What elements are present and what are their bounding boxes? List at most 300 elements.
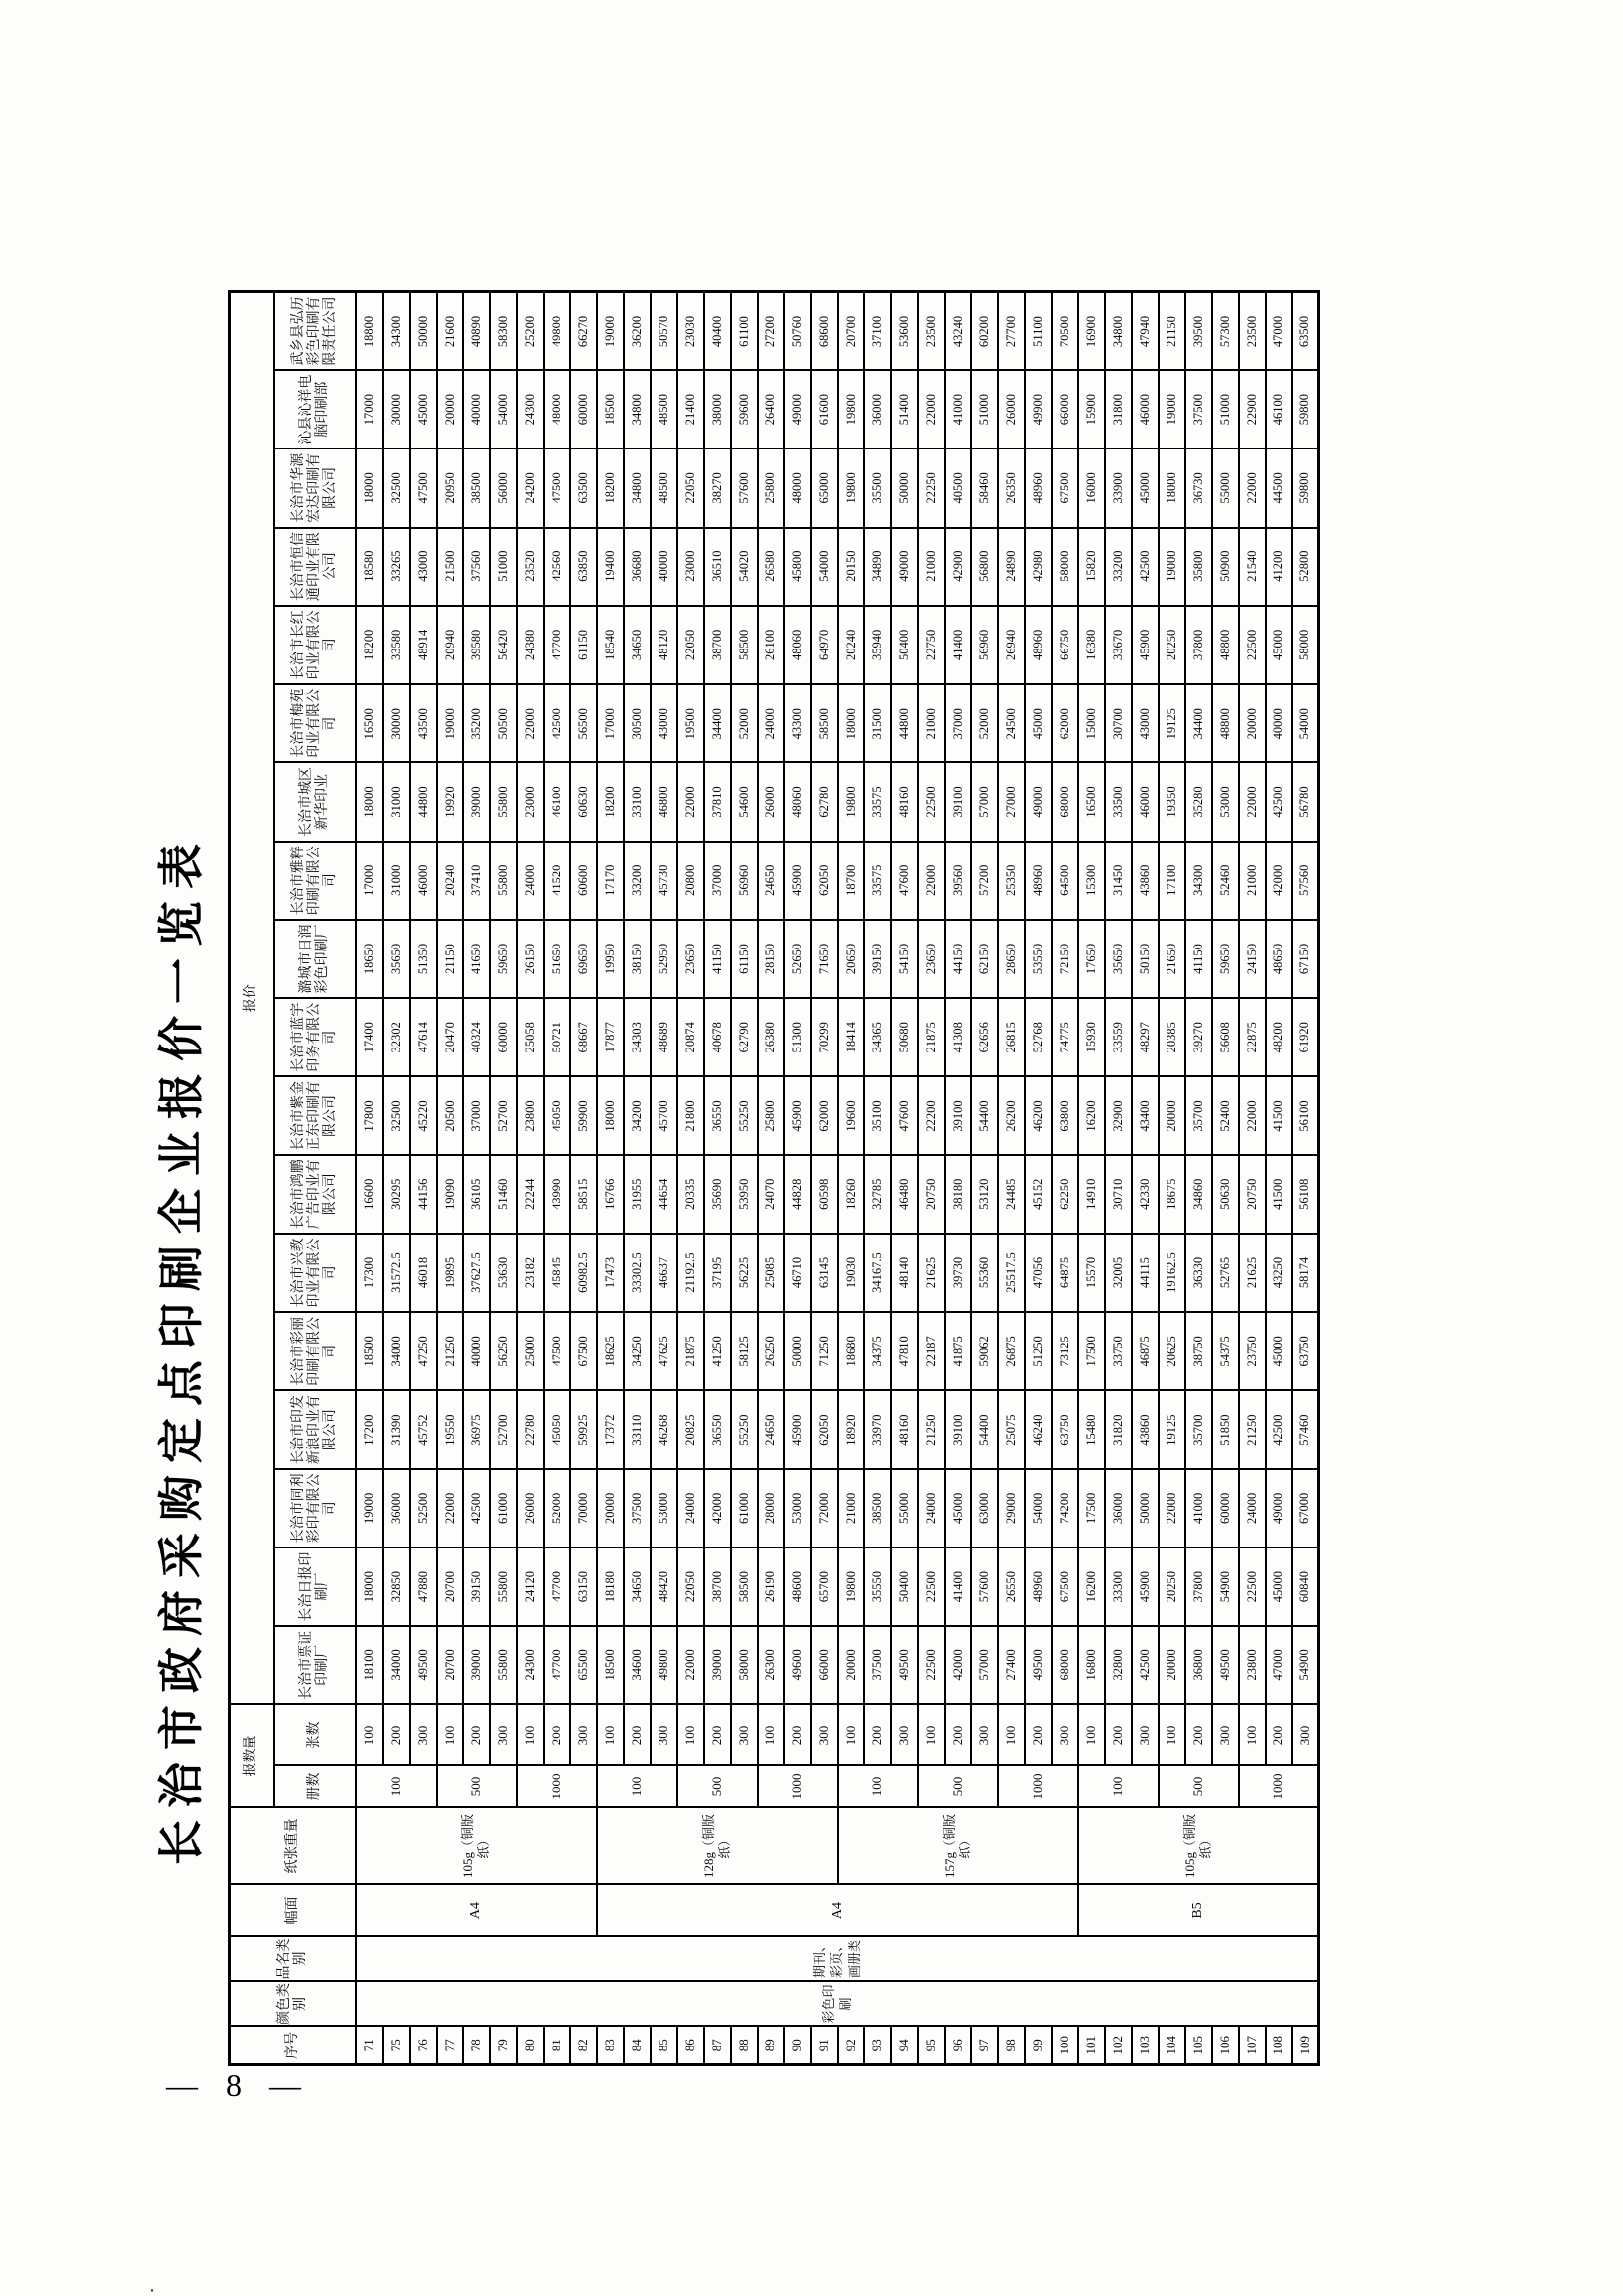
table-row [1239, 292, 1266, 2065]
price-cell: 43000 [1132, 684, 1159, 762]
price-cell: 52700 [490, 1076, 517, 1154]
price-cell: 35280 [1185, 762, 1212, 841]
price-cell: 41520 [544, 842, 570, 920]
price-cell: 39580 [463, 606, 490, 684]
price-cell: 33500 [1105, 762, 1132, 841]
price-cell: 20150 [838, 528, 864, 606]
price-cell: 20470 [437, 998, 463, 1076]
sheets-cell: 300 [971, 1705, 998, 1766]
price-cell: 19500 [677, 684, 704, 762]
price-cell: 34167.5 [864, 1234, 891, 1312]
serial-cell: 94 [891, 2027, 918, 2065]
price-cell: 18000 [1159, 449, 1185, 527]
price-cell: 52000 [544, 1469, 570, 1547]
company-name-cell: 长治市彩丽印刷有限公司 [274, 1312, 356, 1390]
price-cell: 57200 [971, 842, 998, 920]
price-cell: 19800 [838, 449, 864, 527]
price-cell: 74200 [1052, 1469, 1078, 1547]
price-cell: 18000 [356, 762, 383, 841]
price-cell: 52950 [651, 920, 677, 998]
price-cell: 18000 [356, 449, 383, 527]
price-cell: 26150 [517, 920, 544, 998]
price-cell: 54900 [1292, 1626, 1319, 1704]
price-cell: 21650 [1159, 920, 1185, 998]
sheets-cell: 300 [570, 1705, 597, 1766]
price-cell: 25517.5 [998, 1234, 1025, 1312]
price-cell: 47600 [891, 842, 918, 920]
price-cell: 56960 [971, 606, 998, 684]
company-name-cell: 长治市紫金正东印刷有限公司 [274, 1076, 356, 1154]
price-cell: 17000 [356, 842, 383, 920]
price-cell: 74775 [1052, 998, 1078, 1076]
price-cell: 18000 [838, 684, 864, 762]
price-cell: 39730 [945, 1234, 971, 1312]
price-cell: 27200 [758, 292, 784, 370]
price-cell: 67150 [1292, 920, 1319, 998]
sheets-cell: 200 [945, 1705, 971, 1766]
price-cell: 30710 [1105, 1155, 1132, 1234]
price-cell: 17473 [597, 1234, 624, 1312]
serial-cell: 88 [731, 2027, 758, 2065]
serial-cell: 87 [704, 2027, 731, 2065]
sheets-cell: 300 [1052, 1705, 1078, 1766]
serial-cell: 75 [383, 2027, 410, 2065]
price-cell: 34365 [864, 998, 891, 1076]
price-cell: 23520 [517, 528, 544, 606]
price-cell: 23800 [517, 1076, 544, 1154]
price-cell: 37410 [463, 842, 490, 920]
price-cell: 50000 [891, 449, 918, 527]
price-cell: 55800 [490, 1547, 517, 1626]
price-cell: 26250 [758, 1312, 784, 1390]
price-cell: 20000 [597, 1469, 624, 1547]
price-cell: 66270 [570, 292, 597, 370]
price-cell: 42500 [463, 1469, 490, 1547]
price-cell: 45000 [1266, 1547, 1292, 1626]
price-cell: 41250 [704, 1312, 731, 1390]
price-cell: 18920 [838, 1390, 864, 1468]
price-cell: 59650 [1212, 920, 1239, 998]
price-cell: 34600 [624, 1626, 651, 1704]
table-row [838, 292, 864, 2065]
price-cell: 46018 [410, 1234, 437, 1312]
price-cell: 35800 [1185, 528, 1212, 606]
volume-cell: 1000 [758, 1766, 838, 1808]
price-cell: 53000 [1212, 762, 1239, 841]
price-cell: 20950 [437, 449, 463, 527]
price-cell: 53950 [731, 1155, 758, 1234]
price-cell: 50000 [410, 292, 437, 370]
table-row [998, 292, 1025, 2065]
paper-weight-cell: 105g（铜版纸） [1078, 1808, 1319, 1885]
price-cell: 48000 [784, 449, 811, 527]
price-cell: 48960 [1025, 449, 1052, 527]
price-cell: 53120 [971, 1155, 998, 1234]
price-cell: 18500 [597, 370, 624, 449]
price-cell: 64875 [1052, 1234, 1078, 1312]
price-cell: 37500 [624, 1469, 651, 1547]
price-cell: 23500 [918, 292, 945, 370]
price-cell: 22500 [918, 1626, 945, 1704]
price-cell: 40890 [463, 292, 490, 370]
price-cell: 44800 [891, 684, 918, 762]
price-cell: 51250 [1025, 1312, 1052, 1390]
price-cell: 58000 [1052, 528, 1078, 606]
price-cell: 46240 [1025, 1390, 1052, 1468]
price-cell: 21000 [918, 528, 945, 606]
price-cell: 26000 [998, 370, 1025, 449]
price-cell: 35700 [1185, 1076, 1212, 1154]
price-cell: 42000 [945, 1626, 971, 1704]
price-cell: 42000 [704, 1469, 731, 1547]
sheets-cell: 300 [891, 1705, 918, 1766]
price-cell: 47500 [544, 449, 570, 527]
header-serial: 序号 [230, 2027, 356, 2065]
sheets-cell: 200 [383, 1705, 410, 1766]
price-cell: 35100 [864, 1076, 891, 1154]
price-cell: 36975 [463, 1390, 490, 1468]
serial-cell: 84 [624, 2027, 651, 2065]
header-row-2 [274, 292, 356, 2065]
price-cell: 47500 [544, 1312, 570, 1390]
price-cell: 72000 [811, 1469, 838, 1547]
price-cell: 30700 [1105, 684, 1132, 762]
price-cell: 50570 [651, 292, 677, 370]
price-cell: 56500 [570, 684, 597, 762]
price-cell: 20700 [838, 292, 864, 370]
price-cell: 65700 [811, 1547, 838, 1626]
price-cell: 21500 [437, 528, 463, 606]
price-cell: 21800 [677, 1076, 704, 1154]
price-cell: 17500 [1078, 1312, 1105, 1390]
serial-cell: 105 [1185, 2027, 1212, 2065]
price-cell: 34800 [624, 370, 651, 449]
serial-cell: 103 [1132, 2027, 1159, 2065]
price-cell: 31572.5 [383, 1234, 410, 1312]
price-cell: 40400 [704, 292, 731, 370]
price-cell: 20650 [838, 920, 864, 998]
price-cell: 56800 [971, 528, 998, 606]
price-cell: 25800 [758, 1076, 784, 1154]
price-cell: 45152 [1025, 1155, 1052, 1234]
price-cell: 17170 [597, 842, 624, 920]
price-cell: 61000 [731, 1469, 758, 1547]
price-cell: 34250 [624, 1312, 651, 1390]
price-cell: 40678 [704, 998, 731, 1076]
price-cell: 22200 [918, 1076, 945, 1154]
price-cell: 48120 [651, 606, 677, 684]
price-cell: 25058 [517, 998, 544, 1076]
price-cell: 22000 [677, 762, 704, 841]
price-cell: 59925 [570, 1390, 597, 1468]
price-cell: 61000 [490, 1469, 517, 1547]
table-row [677, 292, 704, 2065]
company-name-cell: 长治市梅苑印业有限公司 [274, 684, 356, 762]
price-cell: 49500 [1212, 1626, 1239, 1704]
price-cell: 17100 [1159, 842, 1185, 920]
price-cell: 60982.5 [570, 1234, 597, 1312]
price-cell: 43000 [651, 684, 677, 762]
price-cell: 22050 [677, 606, 704, 684]
price-cell: 46710 [784, 1234, 811, 1312]
price-cell: 22000 [517, 684, 544, 762]
price-cell: 22875 [1239, 998, 1266, 1076]
price-cell: 26940 [998, 606, 1025, 684]
price-cell: 44500 [1266, 449, 1292, 527]
price-cell: 56250 [490, 1312, 517, 1390]
price-cell: 52700 [490, 1390, 517, 1468]
price-cell: 37500 [864, 1626, 891, 1704]
volume-cell: 1000 [998, 1766, 1078, 1808]
price-cell: 58174 [1292, 1234, 1319, 1312]
price-cell: 20385 [1159, 998, 1185, 1076]
price-cell: 31450 [1105, 842, 1132, 920]
serial-cell: 98 [998, 2027, 1025, 2065]
price-cell: 26000 [517, 1469, 544, 1547]
price-cell: 35550 [864, 1547, 891, 1626]
price-cell: 23030 [677, 292, 704, 370]
price-cell: 45900 [784, 1076, 811, 1154]
price-cell: 20825 [677, 1390, 704, 1468]
price-cell: 19125 [1159, 684, 1185, 762]
price-cell: 48160 [891, 762, 918, 841]
sheets-cell: 300 [410, 1705, 437, 1766]
serial-cell: 82 [570, 2027, 597, 2065]
price-cell: 25075 [998, 1390, 1025, 1468]
price-cell: 39000 [463, 762, 490, 841]
price-cell: 16200 [1078, 1547, 1105, 1626]
price-cell: 18500 [597, 1626, 624, 1704]
price-cell: 39150 [463, 1547, 490, 1626]
price-cell: 38270 [704, 449, 731, 527]
price-cell: 37500 [1185, 370, 1212, 449]
price-cell: 59600 [731, 370, 758, 449]
price-cell: 41000 [945, 370, 971, 449]
header-price-group: 报价 [230, 292, 274, 1705]
price-cell: 62790 [731, 998, 758, 1076]
volume-cell: 500 [918, 1766, 998, 1808]
price-cell: 62000 [811, 1076, 838, 1154]
sheets-cell: 100 [758, 1705, 784, 1766]
price-cell: 61100 [731, 292, 758, 370]
price-cell: 71250 [811, 1312, 838, 1390]
price-cell: 49000 [784, 370, 811, 449]
price-cell: 50000 [1132, 1469, 1159, 1547]
price-cell: 48160 [891, 1390, 918, 1468]
price-cell: 21250 [437, 1312, 463, 1390]
price-cell: 49900 [1025, 370, 1052, 449]
price-cell: 57000 [971, 762, 998, 841]
price-cell: 32500 [383, 1076, 410, 1154]
price-cell: 36510 [704, 528, 731, 606]
volume-cell: 100 [597, 1766, 677, 1808]
company-name-cell: 长治市长红印业有限公司 [274, 606, 356, 684]
price-cell: 49800 [544, 292, 570, 370]
price-cell: 58500 [731, 606, 758, 684]
serial-cell: 85 [651, 2027, 677, 2065]
serial-cell: 99 [1025, 2027, 1052, 2065]
price-cell: 20750 [1239, 1155, 1266, 1234]
price-cell: 42900 [945, 528, 971, 606]
price-cell: 51850 [1212, 1390, 1239, 1468]
price-cell: 32302 [383, 998, 410, 1076]
price-cell: 39560 [945, 842, 971, 920]
price-cell: 24500 [998, 684, 1025, 762]
price-cell: 48200 [1266, 998, 1292, 1076]
price-cell: 19030 [838, 1234, 864, 1312]
price-cell: 61920 [1292, 998, 1319, 1076]
price-cell: 62050 [811, 1390, 838, 1468]
table-row [437, 292, 463, 2065]
price-cell: 40324 [463, 998, 490, 1076]
price-cell: 45000 [410, 370, 437, 449]
price-cell: 26200 [998, 1076, 1025, 1154]
price-cell: 45900 [1132, 606, 1159, 684]
price-cell: 57560 [1292, 842, 1319, 920]
price-cell: 20240 [838, 606, 864, 684]
price-cell: 21400 [677, 370, 704, 449]
price-cell: 33100 [624, 762, 651, 841]
price-cell: 20700 [437, 1547, 463, 1626]
company-name-cell: 长治市蓝宇印务有限公司 [274, 998, 356, 1076]
table-row [517, 292, 544, 2065]
price-cell: 48689 [651, 998, 677, 1076]
price-cell: 15930 [1078, 998, 1105, 1076]
company-name-cell: 长治市恒信通印业有限公司 [274, 528, 356, 606]
price-cell: 22000 [1239, 762, 1266, 841]
price-cell: 52800 [1292, 528, 1319, 606]
price-cell: 46200 [1025, 1076, 1052, 1154]
price-cell: 41200 [1266, 528, 1292, 606]
sheets-cell: 200 [1025, 1705, 1052, 1766]
price-cell: 43300 [784, 684, 811, 762]
price-cell: 73125 [1052, 1312, 1078, 1390]
price-cell: 48960 [1025, 606, 1052, 684]
price-cell: 51350 [410, 920, 437, 998]
serial-cell: 90 [784, 2027, 811, 2065]
price-cell: 43250 [1266, 1234, 1292, 1312]
price-cell: 45050 [544, 1390, 570, 1468]
price-cell: 17300 [356, 1234, 383, 1312]
price-cell: 24070 [758, 1155, 784, 1234]
volume-cell: 1000 [1239, 1766, 1319, 1808]
price-cell: 43000 [410, 528, 437, 606]
price-cell: 35200 [463, 684, 490, 762]
table-row [356, 292, 383, 2065]
price-cell: 40000 [463, 1312, 490, 1390]
price-cell: 36730 [1185, 449, 1212, 527]
price-cell: 21540 [1239, 528, 1266, 606]
price-cell: 20250 [1159, 1547, 1185, 1626]
price-cell: 54150 [891, 920, 918, 998]
price-cell: 22500 [918, 762, 945, 841]
price-cell: 45752 [410, 1390, 437, 1468]
price-cell: 24380 [517, 606, 544, 684]
price-cell: 19400 [597, 528, 624, 606]
price-cell: 47600 [891, 1076, 918, 1154]
price-cell: 47625 [651, 1312, 677, 1390]
price-cell: 39000 [463, 1626, 490, 1704]
price-cell: 21875 [918, 998, 945, 1076]
price-cell: 20240 [437, 842, 463, 920]
price-cell: 30000 [383, 684, 410, 762]
price-cell: 34300 [1185, 842, 1212, 920]
price-cell: 46100 [1266, 370, 1292, 449]
price-cell: 33265 [383, 528, 410, 606]
price-cell: 31390 [383, 1390, 410, 1468]
price-cell: 67000 [1292, 1469, 1319, 1547]
sheets-cell: 100 [437, 1705, 463, 1766]
price-cell: 20000 [838, 1626, 864, 1704]
header-volume: 册数 [274, 1766, 356, 1808]
price-cell: 51000 [490, 528, 517, 606]
company-name-cell: 长治市雅粹印刷有限公司 [274, 842, 356, 920]
price-cell: 34800 [624, 449, 651, 527]
price-cell: 46800 [651, 762, 677, 841]
price-cell: 38180 [945, 1155, 971, 1234]
price-cell: 21250 [1239, 1390, 1266, 1468]
price-cell: 14910 [1078, 1155, 1105, 1234]
price-cell: 53600 [891, 292, 918, 370]
price-cell: 33575 [864, 842, 891, 920]
price-cell: 31955 [624, 1155, 651, 1234]
price-cell: 49600 [784, 1626, 811, 1704]
price-cell: 19000 [597, 292, 624, 370]
price-cell: 57600 [971, 1547, 998, 1626]
price-cell: 48500 [651, 370, 677, 449]
price-cell: 17650 [1078, 920, 1105, 998]
price-cell: 32785 [864, 1155, 891, 1234]
price-cell: 52650 [784, 920, 811, 998]
table-row [1159, 292, 1185, 2065]
price-cell: 23182 [517, 1234, 544, 1312]
sheets-cell: 200 [544, 1705, 570, 1766]
company-name-cell: 长治市印发新浪印业有限公司 [274, 1390, 356, 1468]
price-cell: 22500 [918, 1547, 945, 1626]
price-cell: 33575 [864, 762, 891, 841]
scan-artifact-dot [151, 2289, 153, 2292]
price-cell: 16380 [1078, 606, 1105, 684]
price-cell: 29000 [998, 1469, 1025, 1547]
price-cell: 58500 [811, 684, 838, 762]
document-title: 长治市政府采购定点印刷企业报价一览表 [156, 832, 207, 1865]
price-cell: 48914 [410, 606, 437, 684]
price-cell: 19920 [437, 762, 463, 841]
price-cell: 36550 [704, 1390, 731, 1468]
serial-cell: 92 [838, 2027, 864, 2065]
price-cell: 23650 [918, 920, 945, 998]
price-cell: 39000 [704, 1626, 731, 1704]
price-cell: 62250 [1052, 1155, 1078, 1234]
price-cell: 33200 [624, 842, 651, 920]
price-cell: 47940 [1132, 292, 1159, 370]
price-cell: 34400 [704, 684, 731, 762]
price-cell: 71650 [811, 920, 838, 998]
price-cell: 52400 [1212, 1076, 1239, 1154]
price-cell: 60000 [490, 998, 517, 1076]
price-cell: 67500 [1052, 449, 1078, 527]
price-cell: 48960 [1025, 1547, 1052, 1626]
price-cell: 56420 [490, 606, 517, 684]
price-cell: 38750 [1185, 1312, 1212, 1390]
price-cell: 42560 [544, 528, 570, 606]
volume-cell: 100 [838, 1766, 918, 1808]
price-cell: 52500 [410, 1469, 437, 1547]
price-cell: 48500 [651, 449, 677, 527]
price-cell: 47880 [410, 1547, 437, 1626]
price-cell: 65000 [811, 449, 838, 527]
price-cell: 42500 [1266, 762, 1292, 841]
